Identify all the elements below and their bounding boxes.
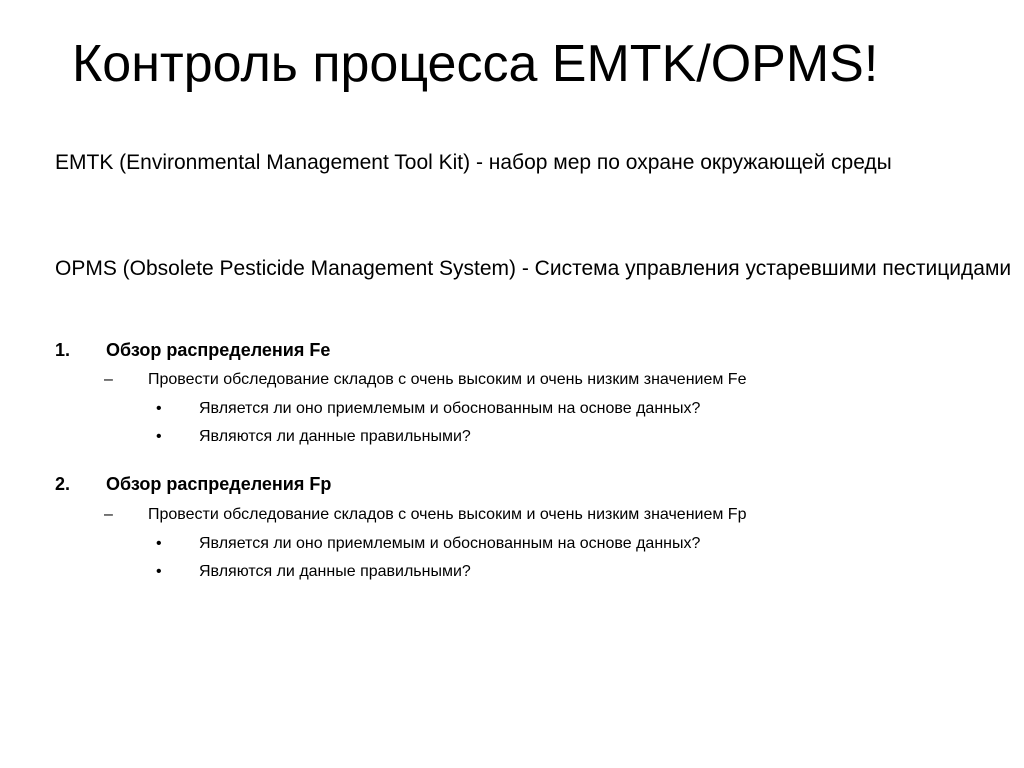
bullet-text: Является ли оно приемлемым и обоснованным на основе данных?	[199, 400, 701, 417]
section-1-heading	[55, 338, 330, 362]
bullet-text: Являются ли данные правильными?	[199, 563, 471, 580]
bullet-marker: •	[156, 400, 162, 417]
bullet-text: Является ли оно приемлемым и обоснованным на основе данных?	[199, 535, 701, 552]
bullet-marker: •	[156, 563, 162, 580]
section-2-task	[104, 504, 746, 526]
slide-title: Контроль процесса EMTK/OPMS!	[72, 35, 879, 93]
bullet-text: Являются ли данные правильными?	[199, 428, 471, 445]
task-text: Провести обследование складов с очень высоким и очень низким значением Fp	[148, 506, 747, 523]
section-1-bullet-2	[156, 426, 471, 448]
section-heading-text: Обзор распределения Fp	[106, 474, 332, 494]
bullet-marker: •	[156, 428, 162, 445]
task-text: Провести обследование складов с очень высоким и очень низким значением Fe	[148, 371, 747, 388]
section-2-bullet-1	[156, 533, 700, 555]
paragraph-opms: OPMS (Obsolete Pesticide Management System) - Система управления устаревшими пестицидами	[55, 257, 1012, 280]
section-2-bullet-2	[156, 561, 471, 583]
section-2-heading	[55, 472, 331, 496]
section-number: 1.	[55, 340, 71, 360]
dash-marker: –	[104, 506, 113, 523]
section-1-bullet-1	[156, 398, 700, 420]
bullet-marker: •	[156, 535, 162, 552]
paragraph-emtk: EMTK (Environmental Management Tool Kit) - набор мер по охране окружающей среды	[55, 151, 892, 174]
dash-marker: –	[104, 371, 113, 388]
section-heading-text: Обзор распределения Fe	[106, 340, 331, 360]
section-number: 2.	[55, 474, 71, 494]
section-1-task	[104, 369, 746, 391]
